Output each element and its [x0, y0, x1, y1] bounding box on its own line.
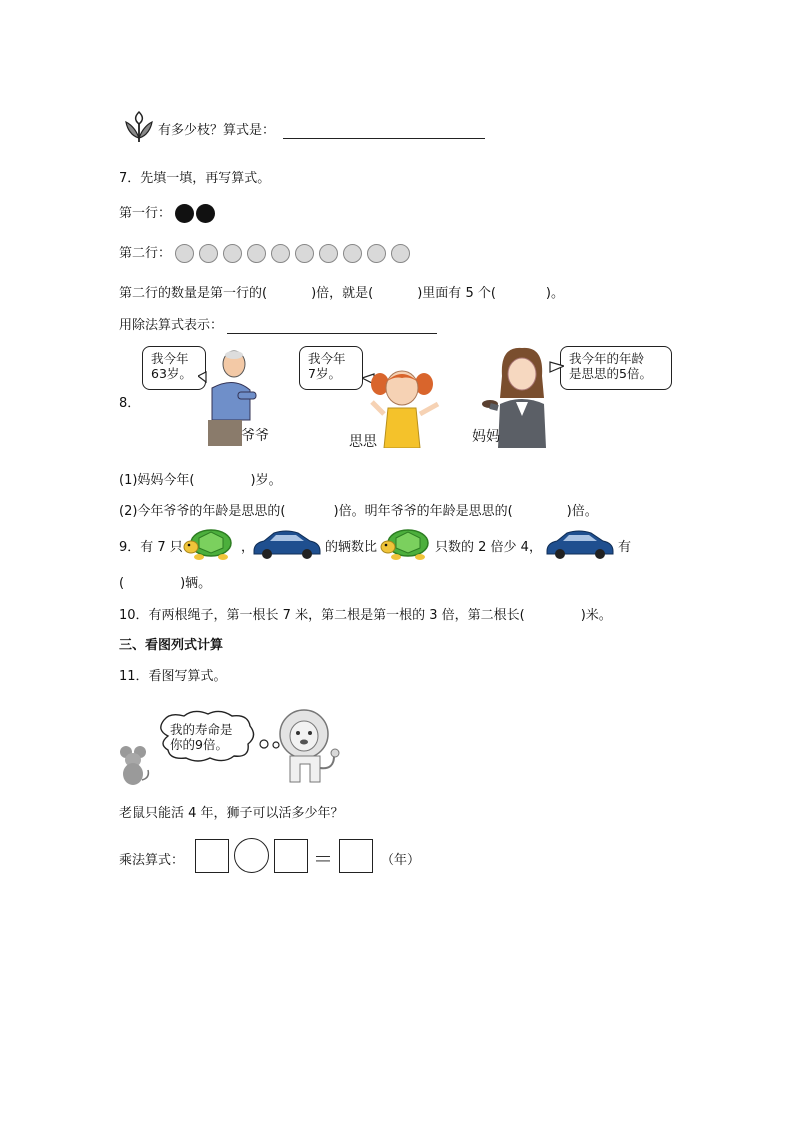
q6-question-text: 有多少枝？算式是：: [158, 123, 276, 138]
car-icon: [250, 527, 324, 561]
sisi-label: 思思: [349, 434, 377, 450]
q10-blank[interactable]: [525, 608, 581, 623]
gray-dot: [199, 244, 218, 263]
gray-dot: [367, 244, 386, 263]
q8-sub1-part-a: (1)妈妈今年(: [119, 473, 195, 488]
q8-sub1: [119, 469, 282, 488]
gray-dot: [391, 244, 410, 263]
car-icon: [543, 527, 617, 561]
operator-circle[interactable]: [234, 838, 269, 873]
answer-box-2[interactable]: [274, 839, 308, 873]
q9-line2-part-b: )辆。: [180, 576, 212, 591]
unit-label: （年）: [381, 853, 421, 868]
q7-sentence: [119, 282, 564, 301]
q7-division-blank[interactable]: [227, 318, 437, 334]
q9-line2-part-a: (: [119, 576, 125, 591]
thought-bubble-line-1: 我的寿命是: [170, 722, 233, 737]
q9-line2: [119, 572, 211, 591]
q11-question: 老鼠只能活 4 年，狮子可以活多少年？: [119, 806, 344, 821]
q7-division-label: 用除法算式表示：: [119, 318, 224, 333]
q8-sub2-part-c: )倍。: [566, 504, 598, 519]
tulip-icon: [122, 108, 156, 144]
q8-sub2-blank-1[interactable]: [286, 504, 334, 519]
q9-part-a: 9．有 7 只: [119, 540, 183, 555]
q7-title: 7．先填一填，再写算式。: [119, 171, 271, 186]
equals-sign: ＝: [313, 847, 333, 871]
gray-dot: [343, 244, 362, 263]
q7-sentence-part-b: )倍，就是(: [311, 286, 374, 301]
grandpa-label: 爷爷: [241, 428, 269, 444]
q8-sub2-part-b: )倍。明年爷爷的年龄是思思的(: [333, 504, 513, 519]
section-title: 三、看图列式计算: [119, 638, 224, 653]
answer-box-3[interactable]: [339, 839, 373, 873]
grandpa-speech-bubble: 我今年 63岁。: [142, 346, 206, 390]
q11-title: 11．看图写算式。: [119, 669, 227, 684]
q9-part-c: 的辆数比: [325, 540, 378, 555]
q8-sub2-part-a: (2)今年爷爷的年龄是思思的(: [119, 504, 286, 519]
q7-sentence-part-c: )里面有 5 个(: [417, 286, 496, 301]
q6-answer-blank[interactable]: [283, 123, 485, 139]
q7-blank-1[interactable]: [267, 286, 311, 301]
q7-division: [119, 314, 437, 334]
black-dots: [175, 206, 217, 221]
thought-bubble-line-2: 你的9倍。: [170, 737, 228, 752]
q7-row2-label: 第二行：: [119, 246, 172, 261]
q8-number: 8．: [119, 396, 141, 411]
q7-row1-label: 第一行：: [119, 206, 172, 221]
q9-part-e: 有: [618, 540, 632, 555]
turtle-icon: [183, 526, 241, 562]
q11-formula-label: 乘法算式：: [119, 853, 185, 868]
mom-speech-bubble: 我今年的年龄 是思思的5倍。: [560, 346, 672, 390]
gray-dot: [271, 244, 290, 263]
gray-dot: [223, 244, 242, 263]
q9-part-b: ，: [241, 540, 255, 555]
turtle-icon: [380, 526, 438, 562]
mouse-icon: [118, 744, 150, 786]
gray-dots: [175, 246, 415, 261]
q7-sentence-part-d: )。: [545, 286, 564, 301]
q7-row2: [119, 242, 415, 263]
thought-bubble: [154, 710, 258, 764]
q7-sentence-part-a: 第二行的数量是第一行的(: [119, 286, 268, 301]
q8-sub1-blank[interactable]: [195, 473, 251, 488]
q10-text: [119, 604, 612, 623]
black-dot: [196, 204, 215, 223]
q7-blank-3[interactable]: [496, 286, 546, 301]
q10-part-a: 10．有两根绳子，第一根长 7 米，第二根是第一根的 3 倍，第二根长(: [119, 608, 525, 623]
answer-box-1[interactable]: [195, 839, 229, 873]
gray-dot: [247, 244, 266, 263]
q8-sub2-blank-2[interactable]: [513, 504, 567, 519]
gray-dot: [295, 244, 314, 263]
black-dot: [175, 204, 194, 223]
mom-label: 妈妈: [472, 429, 500, 445]
q7-row1: [119, 202, 217, 223]
gray-dot: [319, 244, 338, 263]
sisi-speech-bubble: 我今年 7岁。: [299, 346, 363, 390]
lion-icon: [272, 708, 348, 784]
q8-sub2: [119, 500, 598, 519]
q10-part-b: )米。: [580, 608, 612, 623]
q9-part-d: 只数的 2 倍少 4，: [435, 540, 542, 555]
q7-blank-2[interactable]: [373, 286, 417, 301]
q9-blank[interactable]: [124, 576, 180, 591]
q8-sub1-part-b: )岁。: [250, 473, 282, 488]
gray-dot: [175, 244, 194, 263]
